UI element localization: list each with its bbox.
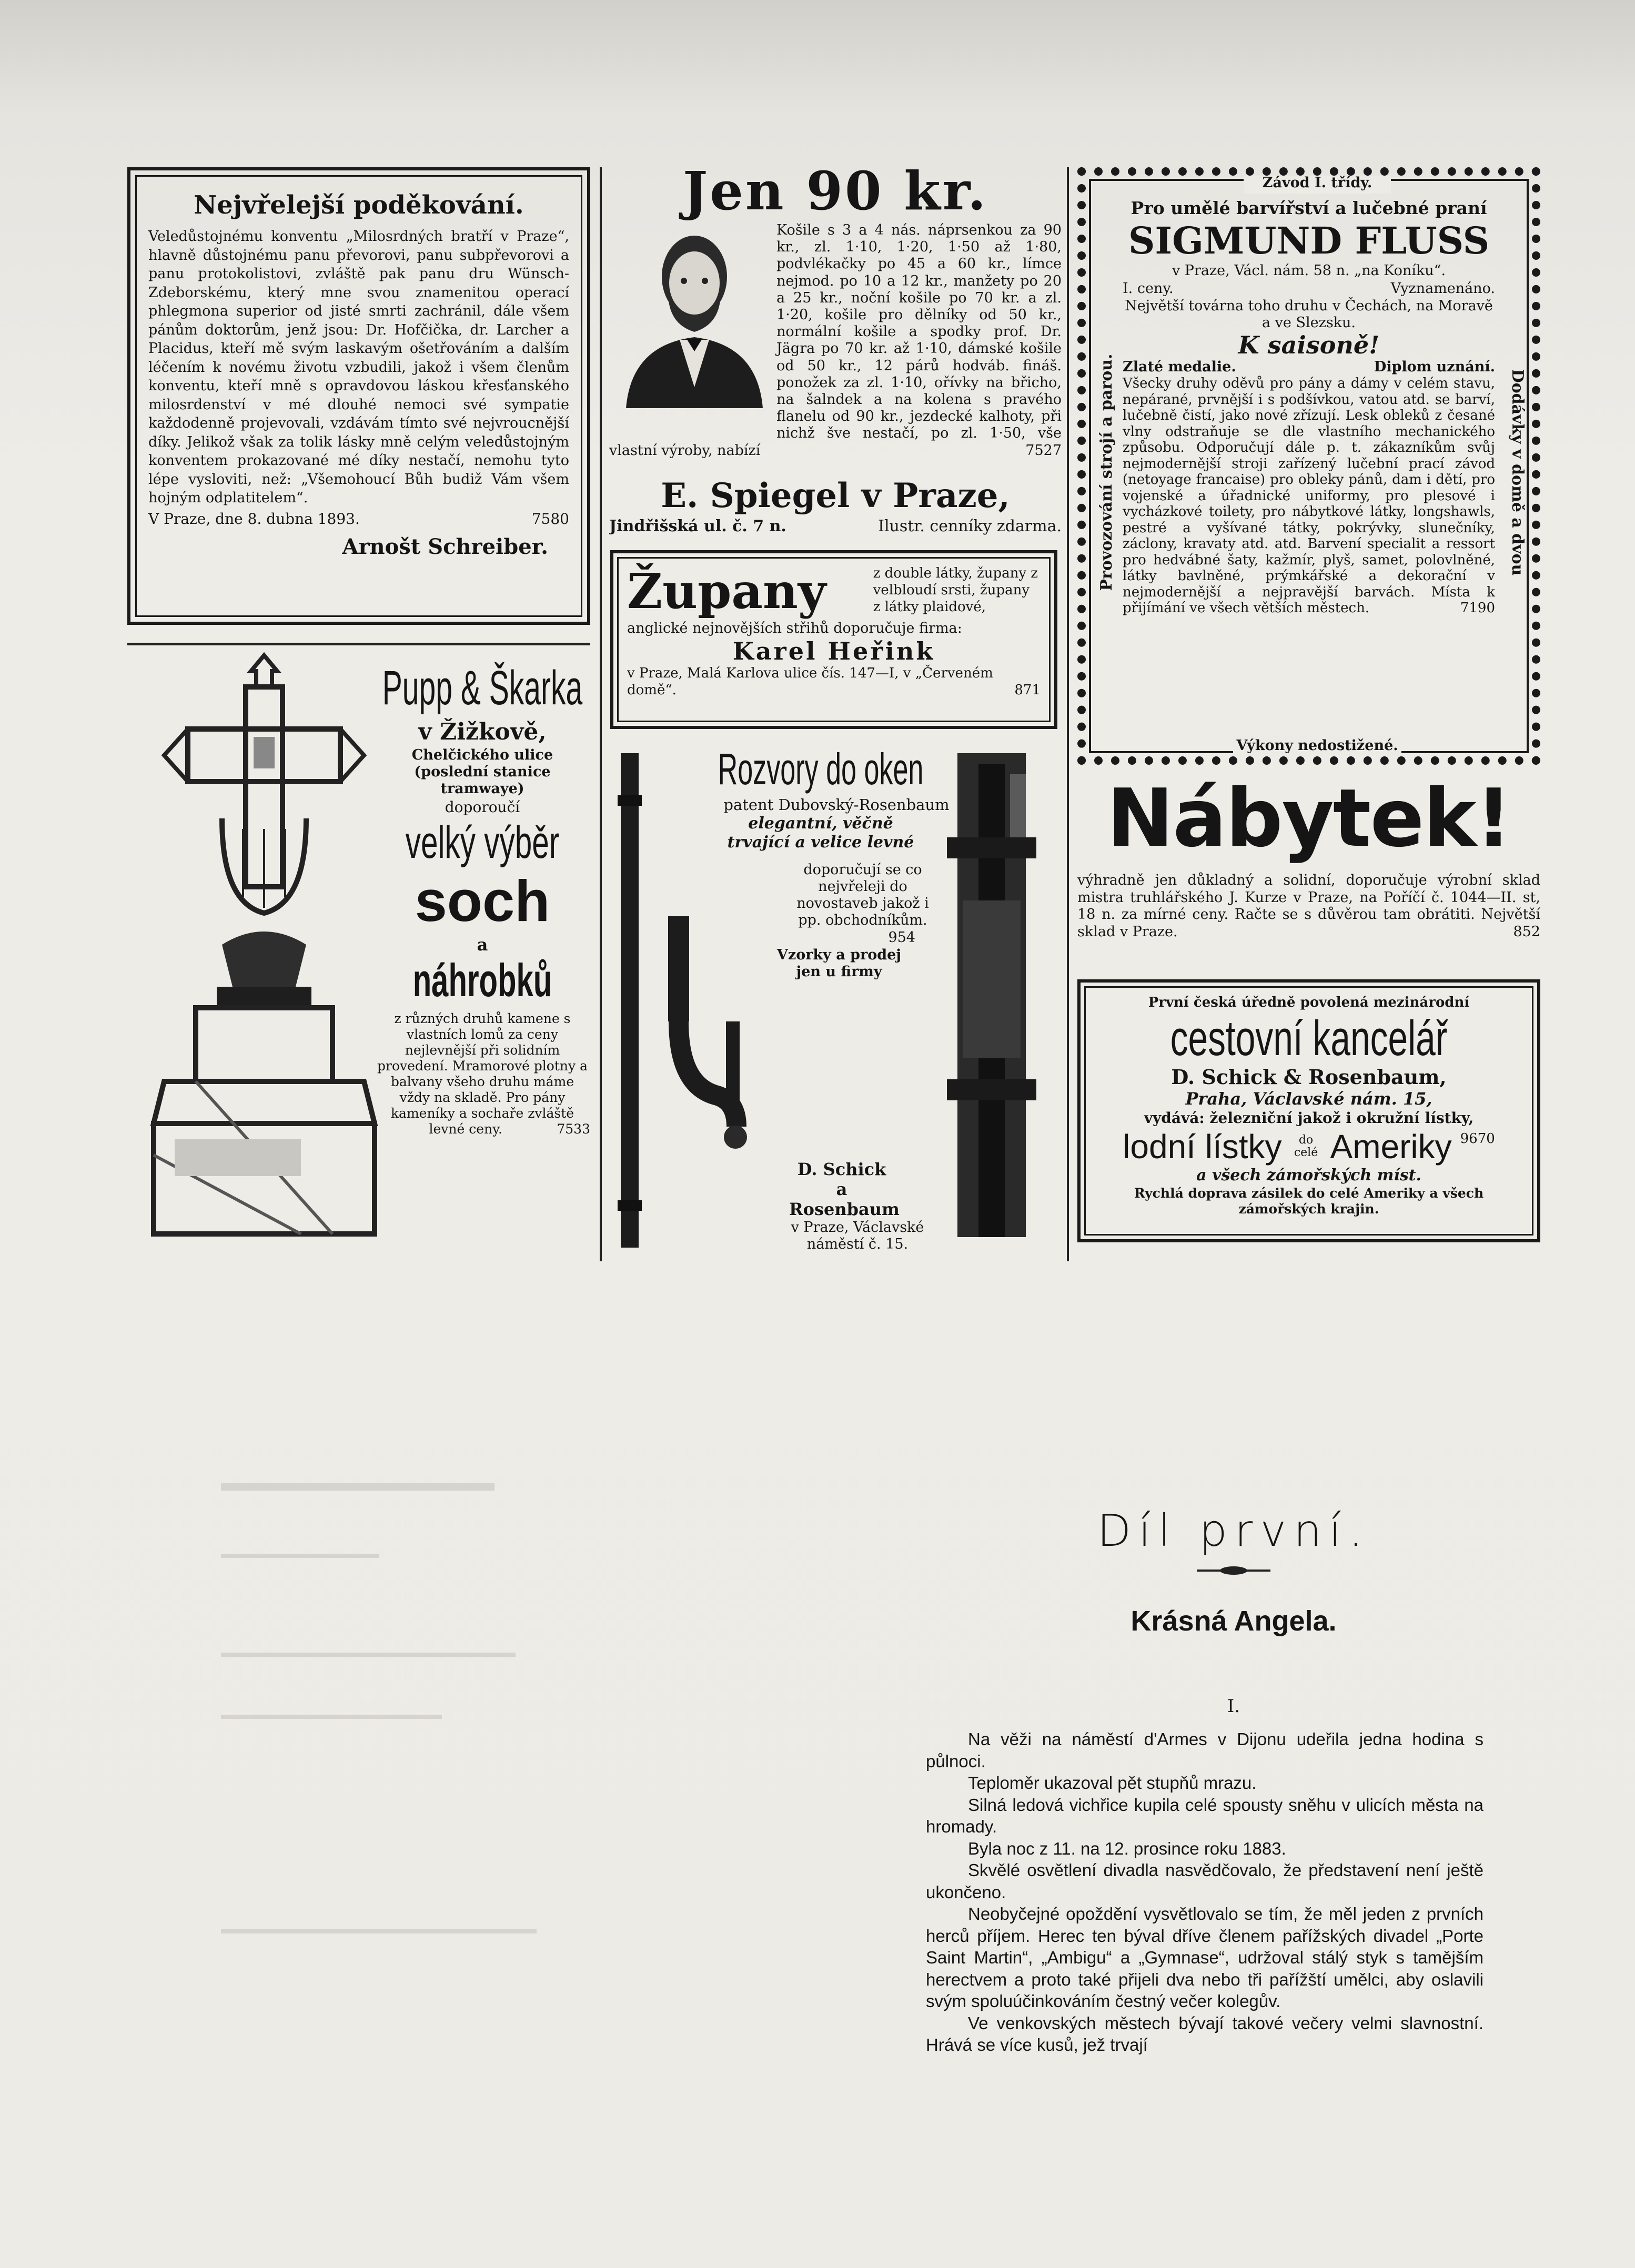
statues-big3: náhrobků (412, 954, 552, 1006)
rods-firm: D. Schick a Rosenbaum (789, 1159, 900, 1219)
ornament-divider (984, 1557, 1483, 1586)
zupany-number: 871 (1014, 682, 1041, 698)
thanks-ad (127, 167, 590, 625)
travel-ship-row (1093, 1128, 1525, 1166)
novel-paragraph: Skvělé osvětlení divadla nasvědčovalo, že představení není ještě ukončeno. (926, 1860, 1483, 1902)
thanks-signature: Arnošt Schreiber. (342, 534, 548, 559)
novel-text (926, 1728, 1483, 2056)
novel-section (926, 1504, 1483, 2251)
ornament-icon (1197, 1560, 1270, 1581)
zupany-line: anglické nejnovějších střihů doporučuje firma: (627, 620, 962, 636)
statues-big1: velký výběr (405, 817, 560, 868)
dye-body-text: Všecky druhy oděvů pro pány a dámy v celém stavu, nepárané, prvnější i s podšívkou, vatou atd. se barví, lučebně čistí, jako nové zřízují. Lesk obleků z česané vlny odstraňuje se dle vlastního mechanického způsobu. Odporučují dále p. t. zákazníkům svůj nejmodernější stroji zařízený lučební prací závod (netoyage francaise) pro obleky pánů, dam i dětí, pro vojenské a úřadnické uniformy, pro plesové i vycházkové toilety, pro nábytkové látky, longshawls, pestré a vyšívané tátky, pokrývky, slunečníky, záclony, kravaty atd. atd. Barvení specialit a ressort pro hedvábné šaty, kažmír, plyš, samet, polovlněné, látky bavlněné, prýmkářské a dekorační v nejmodernější a nejpravější barvách. Místa k přijímání ve všech větších městech. (1123, 376, 1495, 616)
novel-paragraph: Silná ledová vichřice kupila celé spousty sněhu v ulicích města na hromady. (926, 1795, 1483, 1836)
zupany-ad (610, 550, 1057, 729)
novel-paragraph: Neobyčejné opoždění vysvětlovalo se tím, že měl jeden z prvních herců příjem. Herec ten býval dříve členem pařížských divadel „Porte Saint Martin“, „Ambigu“ a „Gymnase“, udržoval stálý styk s tamějším herectvem a proto také přijeli dva nebo tři pařížští umělci, aby oslavili svým spoluúčinkováním čestný večer kolegův. (926, 1904, 1483, 2011)
travel-ad (1077, 979, 1540, 1242)
travel-number: 9670 (1460, 1131, 1495, 1147)
rods-address: v Praze, Václavské náměstí č. 15. (791, 1219, 924, 1252)
furniture-number: 852 (1513, 923, 1540, 940)
statues-body-text: z různých druhů kamene s vlastních lomů za ceny nejlevnější při solidním provedení. Mramorové plotny a balvany všeho druhu máme vždy na skladě. Pro pány kameníky a sochaře zvláště levné ceny. (377, 1011, 588, 1137)
furniture-body (1077, 872, 1540, 940)
column-divider (600, 167, 602, 1261)
dye-season: K saisoně! (1238, 331, 1380, 359)
statues-firm: Pupp & Škarka (382, 661, 583, 715)
travel-headline: cestovní kancelář (1170, 1010, 1448, 1066)
furniture-headline: Nábytek! (1107, 772, 1511, 865)
thanks-date: V Praze, dne 8. dubna 1893. (148, 510, 360, 528)
dye-medal: Zlaté medalie. (1123, 359, 1236, 375)
travel-ship: lodní lístky (1123, 1128, 1282, 1166)
furniture-ad (1077, 769, 1540, 969)
dye-diploma: Diplom uznání. (1374, 359, 1495, 375)
dye-honors (1123, 280, 1495, 298)
travel-address: Praha, Václavské nám. 15, (1185, 1089, 1432, 1109)
zupany-headline: Župany (627, 563, 826, 620)
statues-recommend: doporoučí (445, 798, 520, 816)
zupany-address-text: v Praze, Malá Karlova ulice čís. 147—I, v „Červeném domě“. (627, 665, 993, 698)
dye-number: 7190 (1460, 600, 1495, 616)
travel-bottom: Rychlá doprava zásilek do celé Ameriky a všech zámořských krajin. (1134, 1186, 1484, 1217)
rods-headline: Rozvory do oken (718, 744, 924, 794)
column-rule (127, 643, 590, 645)
statues-conj: a (477, 935, 488, 955)
novel-part: Díl první. (1097, 1505, 1370, 1556)
shirts-body (609, 222, 1062, 459)
dye-intro: Pro umělé barvířství a lučebné praní (1131, 198, 1487, 218)
dye-prices: I. ceny. (1123, 280, 1174, 297)
dye-top-banner: Závod I. třídy. (1244, 173, 1391, 194)
statues-address: Chelčického ulice (poslední stanice tramwaye) (411, 747, 553, 797)
zupany-side: z double látky, župany z velbloudí srsti, župany z látky plaidové, (873, 565, 1038, 615)
rods-body: doporučují se co nejvřeleji do novostaveb jakož i pp. obchodníkům. (796, 862, 929, 928)
thanks-body: Veledůstojnému konventu „Milosrdných bratří v Praze“, hlavně důstojnému panu převorovi, panu subpřevorovi a panu protokolistovi, zvláště pak panu dru Wünsch-Zdeborskému, který mne svou znamenitou operací phlegmona superior od jisté smrti zachránil, dále všem pánům doktorům, jenž jsou: Dr. Hofčička, dr. Larcher a Placidus, kteří mě svým laskavým ošetřováním a dalším léčením k novému životu vzbudili, jakož i všem členům konventu, kteří mně s opravdovou láskou křesťanského milosrdenství v mé dlouhé nemoci své sympatie každodenně projevovali, vzdávám tímto své nejvroucnější díky. Jelikož však za tolik lásky mně celým veledůstojným konventem prokazované mé díky nestačí, nemohu tyto lépe vysloviti, než: „Všemohoucí Bůh budiž Vám všem hojným odplatitelem“. (148, 228, 569, 506)
dye-name: SIGMUND FLUSS (1128, 219, 1490, 262)
dye-bottom-banner: Výkony nedostižené. (1233, 735, 1401, 756)
statues-place: v Žižkově, (418, 718, 547, 745)
novel-paragraph: Ve venkovských městech bývají takové večery velmi slavnostní. Hrává se více kusů, jež trvají (926, 2013, 1483, 2054)
dye-awards (1123, 359, 1495, 376)
shirts-ad (609, 163, 1062, 544)
shirts-headline: Jen 90 kr. (682, 163, 988, 222)
statues-big2: soch (415, 869, 550, 934)
rods-text (668, 743, 973, 1253)
dye-right-side: Dodávky v domě a dvou (1508, 369, 1527, 576)
thanks-title: Nejvřelejší poděkování. (194, 190, 524, 220)
rods-ad (610, 743, 1057, 1256)
travel-tickets: vydává: železniční jakož i okružní lístky, (1144, 1109, 1474, 1127)
bleed-through (221, 1483, 589, 2114)
travel-top: První česká úředně povolená mezinárodní (1148, 995, 1470, 1010)
rods-patent: patent Dubovský-Rosenbaum (723, 796, 950, 814)
travel-to: do celé (1294, 1133, 1318, 1159)
novel-paragraph: Byla noc z 11. na 12. prosince roku 1883. (968, 1838, 1286, 1858)
travel-firm: D. Schick & Rosenbaum, (1171, 1065, 1447, 1089)
column-divider (1067, 167, 1069, 1261)
rods-number: 954 (888, 929, 915, 946)
shirts-body-text: Košile s 3 a 4 nás. náprsenkou za 90 kr., zl. 1·10, 1·20, 1·50 až 1·80, podvlékačky po 45 a 60 kr., límce nejmod. po 10 a 12 kr., manžety po 20 a 25 kr., noční košile po 70 kr. a zl. 1·20, košile pro dělníky od 50 kr., normální košile a spodky prof. Dr. Jägra po 70 kr. až 1·10, dámské košile od 50 kr., 12 párů hodváb. fináš. ponožek za zl. 1·10, ořívky na břicho, na šalndek a na kolena s pravého flanelu od 90 kr., jezdecké kalhoty, při nichž šve nestačí, po zl. 1·50, vše vlastní výroby, nabízí (609, 222, 1062, 459)
novel-section-number: I. (1227, 1696, 1240, 1717)
thanks-number: 7580 (531, 510, 569, 528)
shirts-note: Ilustr. cenníky zdarma. (878, 517, 1062, 535)
dye-largest: Největší továrna toho druhu v Čechách, na Moravě a ve Slezsku. (1125, 298, 1493, 331)
novel-chapter: Krásná Angela. (1131, 1605, 1337, 1637)
dye-address: v Praze, Václ. nám. 58 n. „na Koníku“. (1172, 262, 1446, 279)
shirts-address: Jindřišská ul. č. 7 n. (609, 517, 786, 535)
novel-paragraph: Teploměr ukazoval pět stupňů mrazu. (968, 1773, 1257, 1793)
shirts-number: 7527 (1025, 442, 1062, 459)
statues-body (375, 1011, 590, 1137)
statues-ad (127, 650, 590, 1260)
monument-illustration (143, 650, 385, 1239)
novel-paragraph: Na věži na náměstí d'Armes v Dijonu udeřila jedna hodina s půlnoci. (926, 1729, 1483, 1771)
travel-america: Ameriky (1330, 1128, 1452, 1166)
statues-text (375, 661, 590, 1137)
shirts-firm: E. Spiegel v Praze, (661, 476, 1010, 515)
rods-samples: Vzorky a prodej jen u firmy (776, 947, 902, 980)
furniture-body-text: výhradně jen důkladný a solidní, doporučuje výrobní sklad mistra truhlářského J. Kurze v Praze, na Poříčí č. 1044—II. st, 18 n. za mírné ceny. Račte se s důvěrou tam obrátiti. Největší sklad v Praze. (1077, 872, 1540, 940)
dye-ad (1077, 167, 1540, 765)
travel-ports: a všech zámořských míst. (1196, 1166, 1421, 1184)
zupany-firm: Karel Heřink (732, 637, 935, 665)
dye-honor: Vyznamenáno. (1390, 280, 1495, 297)
dye-body (1123, 376, 1495, 616)
rods-slogan: elegantní, věčně trvající a velice levné (727, 814, 914, 852)
statues-number: 7533 (557, 1121, 590, 1137)
zupany-address (627, 665, 1041, 698)
shirts-address-row (609, 517, 1062, 536)
dye-left-side: Provozování strojí a parou. (1097, 353, 1116, 591)
